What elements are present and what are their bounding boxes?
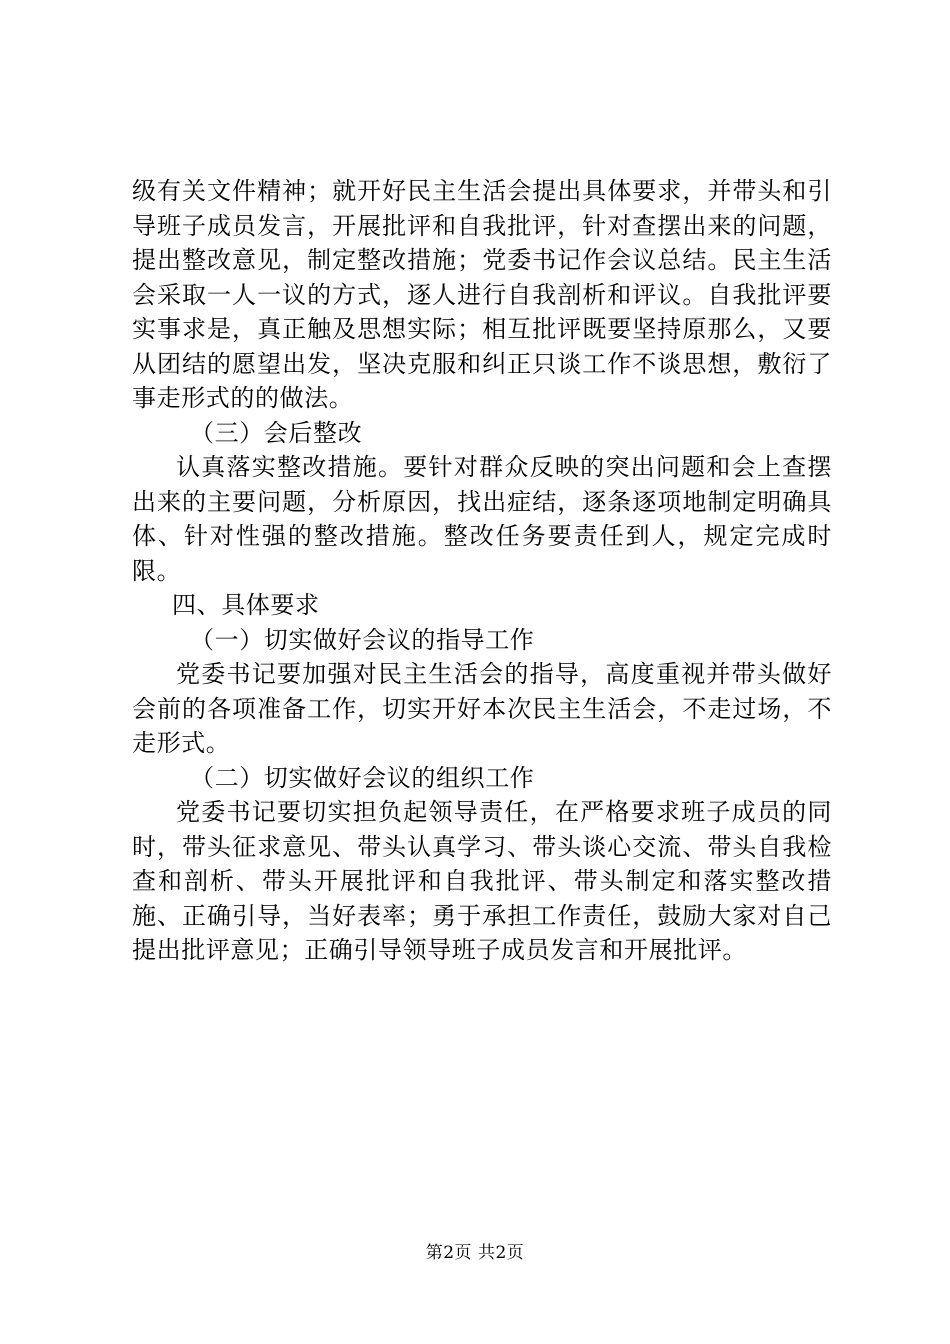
paragraph-continuation: 级有关文件精神；就开好民主生活会提出具体要求，并带头和引导班子成员发言，开展批评和自我批评，针对查摆出来的问题，提出整改意见，制定整改措施；党委书记作会议总结。民主生活会采取一人一议的方式，逐人进行自我剖析和评议。自我批评要实事求是，真正触及思想实际；相互批评既要坚持原那么，又要从团结的愿望出发，坚决克服和纠正只谈工作不谈思想，敷衍了事走形式的的做法。: [132, 177, 832, 412]
subheading-post-meeting-rectification: （三）会后整改: [190, 418, 363, 447]
subheading-organization-work: （二）切实做好会议的组织工作: [190, 763, 535, 792]
paragraph-organization-work: 党委书记要切实担负起领导责任，在严格要求班子成员的同时，带头征求意见、带头认真学习、带头谈心交流、带头自我检查和剖析、带头开展批评和自我批评、带头制定和落实整改措施、正确引导，当好表率；勇于承担工作责任，鼓励大家对自己提出批评意见；正确引导领导班子成员发言和开展批评。: [132, 798, 832, 964]
heading-specific-requirements: 四、具体要求: [172, 591, 320, 619]
paragraph-rectification: 认真落实整改措施。要针对群众反映的突出问题和会上查摆出来的主要问题，分析原因，找出症结，逐条逐项地制定明确具体、针对性强的整改措施。整改任务要责任到人，规定完成时限。: [132, 453, 832, 585]
page-footer: 第2页 共2页: [425, 1243, 525, 1263]
subheading-guidance-work: （一）切实做好会议的指导工作: [190, 625, 535, 654]
document-body: [132, 174, 832, 968]
paragraph-guidance-work: 党委书记要加强对民主生活会的指导，高度重视并带头做好会前的各项准备工作，切实开好本次民主生活会，不走过场，不走形式。: [132, 660, 832, 757]
